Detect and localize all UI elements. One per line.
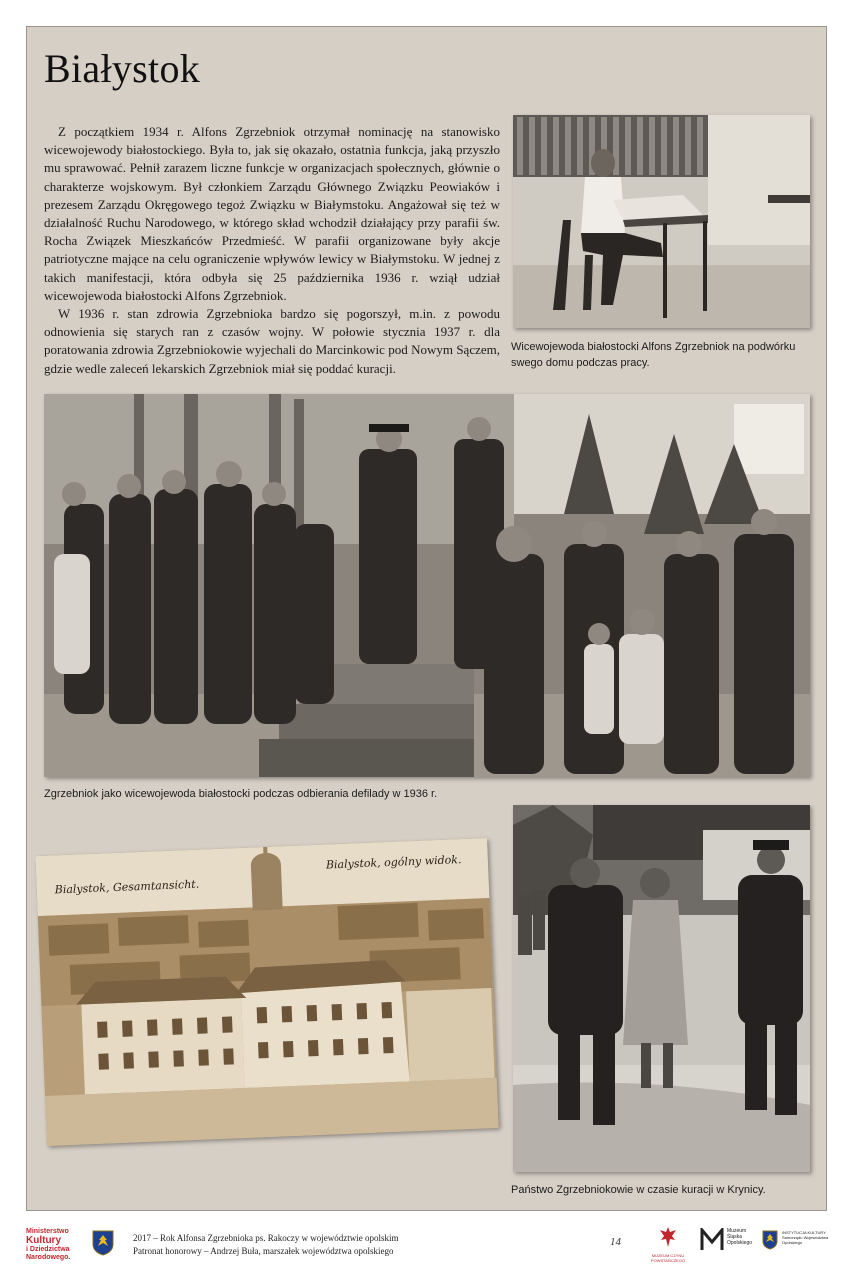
caption-photo-1: Wicewojewoda białostocki Alfons Zgrzebniok na podwórku swego domu podczas pracy. xyxy=(511,341,796,369)
ministry-logo-line-3: i Dziedzictwa xyxy=(26,1246,70,1253)
photo-couple-walking xyxy=(513,805,810,1172)
paragraph-2: W 1936 r. stan zdrowia Zgrzebnioka bardzo się pogorszył, m.in. z powodu odnowienia się starych ran z czasów wojny. W połowie stycznia 1937 r. dla poratowania zdrowia Zgrzebniokowie wyjechali do Marcinkowic pod Nowym Sączem, gdzie wedle zaleceń lekarskich Zgrzebniok miał się poddać kuracji. xyxy=(44,306,500,376)
photo-man-at-desk xyxy=(513,115,810,328)
museum2-logo-line-1: Muzeum xyxy=(727,1228,747,1234)
eagle-icon xyxy=(659,1226,677,1248)
institution-logo-line-3: Opolskiego xyxy=(782,1240,803,1245)
paragraph-1: Z początkiem 1934 r. Alfons Zgrzebniok otrzymał nominację na stanowisko wicewojewody białostockiego. Była to, jak się okazało, ostatnia funkcja, jaką przyszło mu sprawować. Pełnił zarazem liczne funkcje w organizacjach społecznych, głównie o charakterze wojskowym. Był członkiem Zarządu Głównego Związku Peowiaków i prezesem Zarządu Okręgowego tegoż Związku w Białymstoku. Angażował się też w działalność Ruchu Narodowego, w którego skład wchodził działający przy parafii św. Rocha Związek Mieszkańców Przedmieść. W parafii organizowane były akcje patriotyczne mające na celu ograniczenie wpływów lewicy w Białymstoku. W jednej z takich manifestacji, która odbyła się 25 października 1936 r. wziął udział wicewojewoda białostocki Alfons Zgrzebniok. xyxy=(44,124,500,303)
page-number: 14 xyxy=(610,1236,621,1248)
museum2-logo-line-3: Opolskiego xyxy=(727,1240,753,1246)
museum-czynu-powstanczego-logo xyxy=(646,1226,690,1263)
postcard-bialystok-view xyxy=(35,838,498,1146)
caption-photo-2: Zgrzebniok jako wicewojewoda białostocki podczas odbierania defilady w 1936 r. xyxy=(44,788,438,800)
institution-coat-of-arms-icon xyxy=(762,1230,778,1250)
postcard-left-inscription: Bialystok, Gesamtansicht. xyxy=(54,877,200,897)
photo-parade-review xyxy=(44,394,810,777)
photo-man-at-desk-image xyxy=(513,115,810,328)
museum1-logo-text: MUZEUM CZYNU POWSTAŃCZEGO xyxy=(650,1253,686,1263)
page-title: Białystok xyxy=(44,46,201,91)
ministry-logo-line-4: Narodowego. xyxy=(26,1254,71,1261)
footer-line-2: Patronat honorowy – Andrzej Buła, marszałek województwa opolskiego xyxy=(133,1246,394,1256)
footer xyxy=(0,1214,853,1280)
museum2-logo-line-2: Śląska xyxy=(727,1234,743,1240)
ministry-logo-line-1: Ministerstwo xyxy=(26,1228,69,1235)
muzeum-slaska-opolskiego-logo xyxy=(700,1228,756,1254)
postcard-right-inscription: Bialystok, ogólny widok. xyxy=(325,853,462,872)
institution-logo-line-2: Samorządu Województwa xyxy=(782,1235,829,1240)
photo-parade-review-image xyxy=(44,394,810,777)
museum-m-icon xyxy=(700,1228,724,1252)
ministry-logo xyxy=(26,1228,86,1262)
footer-text xyxy=(133,1232,398,1258)
poster-panel xyxy=(26,26,827,1211)
footer-line-1: 2017 – Rok Alfonsa Zgrzebnioka ps. Rakoczy w województwie opolskim xyxy=(133,1233,399,1243)
opole-coat-of-arms-icon xyxy=(92,1230,114,1256)
institution-logo-line-1: INSTYTUCJA KULTURY xyxy=(782,1230,826,1235)
caption-photo-4: Państwo Zgrzebniokowie w czasie kuracji w Krynicy. xyxy=(511,1184,766,1196)
ministry-logo-line-2: Kultury xyxy=(26,1235,61,1246)
institution-logo xyxy=(762,1230,832,1256)
main-text xyxy=(44,123,500,378)
photo-couple-walking-image xyxy=(513,805,810,1172)
